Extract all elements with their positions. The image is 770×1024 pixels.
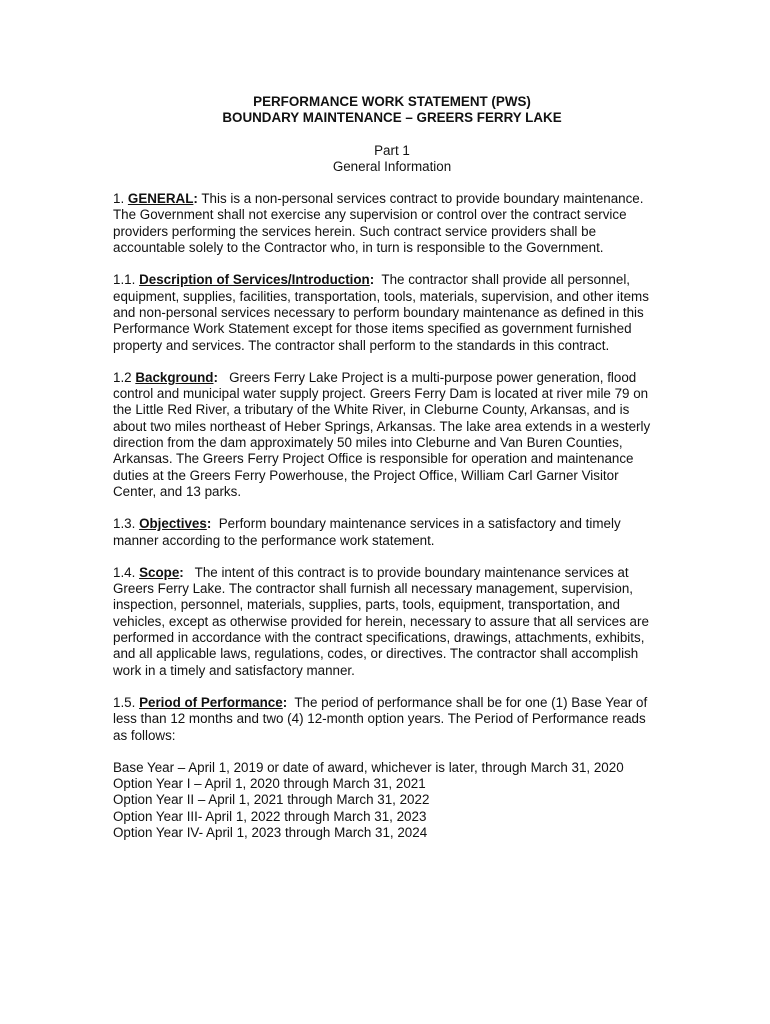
period-base-year: Base Year – April 1, 2019 or date of award, whichever is later, through March 31, 2020: [113, 759, 624, 775]
section-number: 1.2: [113, 369, 132, 385]
section-period: [113, 695, 661, 744]
section-objectives: [113, 516, 661, 549]
section-colon: :: [179, 564, 184, 580]
section-background: [113, 370, 661, 500]
section-colon: :: [213, 369, 218, 385]
section-heading: Description of Services/Introduction: [139, 272, 370, 288]
section-text: This is a non-personal services contract to provide boundary maintenance. The Government shall not exercise any supervision or control over the contract service providers performing the services herein. Such contract service providers shall be accountable solely to the Contractor who, in turn is responsible to the Government.: [113, 191, 644, 256]
section-number: 1.4.: [113, 564, 136, 580]
section-text: The period of performance shall be for one (1) Base Year of less than 12 months and two (4) 12-month option years. The Period of Performance reads as follows:: [113, 694, 648, 743]
document-subtitle: BOUNDARY MAINTENANCE – GREERS FERRY LAKE: [222, 110, 562, 126]
section-colon: :: [282, 694, 288, 710]
section-heading: Objectives: [139, 516, 207, 532]
section-text: The intent of this contract is to provide boundary maintenance services at Greers Ferry Lake. The contractor shall furnish all necessary management, supervision, inspection, personnel, materials, supplies, parts, tools, equipment, transportation, and vehicles, except as otherwise provided for herein, necessary to assure that all services are performed in accordance with the contract specifications, drawings, attachments, exhibits, and all applicable laws, regulations, codes, or directives. The contractor shall accomplish work in a timely and satisfactory manner.: [113, 564, 649, 678]
period-option-year-3: Option Year III- April 1, 2022 through March 31, 2023: [113, 808, 427, 824]
section-colon: :: [369, 272, 375, 288]
section-number: 1.3.: [113, 516, 136, 532]
period-list: [113, 760, 661, 841]
part-number: Part 1: [374, 142, 410, 158]
section-number: 1.1.: [113, 272, 136, 288]
section-text: The contractor shall provide all personnel, equipment, supplies, facilities, transportation, tools, materials, supervision, and other items and non-personal services necessary to perform boundary maintenance as defined in this Performance Work Statement except for those items specified as government furnished property and services. The contractor shall perform to the standards in this contract.: [113, 272, 649, 353]
period-option-year-1: Option Year I – April 1, 2020 through March 31, 2021: [113, 776, 426, 792]
section-general: [113, 191, 661, 256]
section-heading: Background: [135, 369, 214, 385]
part-name: General Information: [332, 158, 452, 174]
section-heading: GENERAL: [127, 191, 194, 207]
section-text: Perform boundary maintenance services in a satisfactory and timely manner according to the performance work statement.: [113, 516, 621, 548]
section-number: 1.: [113, 191, 125, 207]
period-option-year-2: Option Year II – April 1, 2021 through March 31, 2022: [113, 792, 430, 808]
section-heading: Scope: [139, 564, 180, 580]
section-text: Greers Ferry Lake Project is a multi-purpose power generation, flood control and municipal water supply project. Greers Ferry Dam is located at river mile 79 on the Little Red River, a tributary of the White River, in Cleburne County, Arkansas, and is about two miles northeast of Heber Springs, Arkansas. The lake area extends in a westerly direction from the dam approximately 50 miles into Cleburne and Van Buren Counties, Arkansas. The Greers Ferry Project Office is responsible for operation and maintenance duties at the Greers Ferry Powerhouse, the Project Office, William Carl Garner Visitor Center, and 13 parks.: [113, 369, 651, 499]
document-page: [113, 94, 661, 841]
section-scope: [113, 565, 661, 679]
section-heading: Period of Performance: [139, 694, 283, 710]
document-title: PERFORMANCE WORK STATEMENT (PWS): [253, 94, 531, 109]
period-option-year-4: Option Year IV- April 1, 2023 through March 31, 2024: [113, 824, 428, 840]
section-colon: :: [206, 516, 212, 532]
section-number: 1.5.: [113, 694, 136, 710]
section-description: [113, 272, 661, 353]
section-colon: :: [193, 191, 198, 207]
